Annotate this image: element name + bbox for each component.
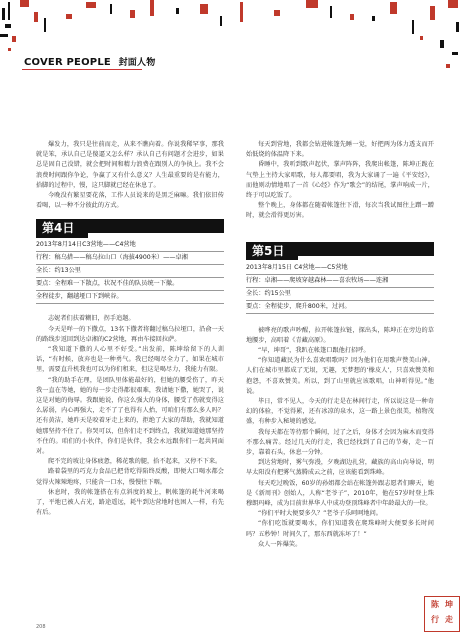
paragraph: “我的助手在理，是团队里体能最好的，但她的腰受伤了，昨天我一直在等她，她的每一步走得都很艰难，我请她下撒，她哭了，说这是对她的侮辱。我跟她说，你这么强大的身体，腰受了伤就变得这么孱弱，内心再强大，走不了了也得有人抬，可咱们有那么多人吗？还有黄洁，她昨天是咬着牙走上来的，拒绝了大家的帮助，我就知道她那坚持不住了。你哭可以，但你们走不到终点，我就知道她那坚持不住的。咱们的小伙伴，你们是伙伴，我会永远跟你们一起共同面对。 <box>36 376 224 456</box>
header-rule <box>22 69 142 70</box>
paragraph: 我每天都在等待那个瞬间，过了之后，身体才会因为麻木而变得不那么痛苦。经过几天的行走，我已经找到了自己的节奏，走一百步，靠着石头，休息一分钟。 <box>246 428 434 457</box>
right-bottom-text <box>246 326 434 550</box>
info-row: 全程徒步，翻越垭口下到峡谷。 <box>36 291 224 304</box>
day5-section <box>246 242 434 314</box>
day5-title: 第5日 <box>246 242 298 260</box>
page-header <box>0 0 464 110</box>
section-title <box>24 55 155 68</box>
info-row: 行程：稿乌措——稿乌拉山口（海拔4900米）——卓湘 <box>36 252 224 265</box>
paragraph: 毕日，常不见人，今天的行走是在林间行走，所以说这是一种奇幻的体验，不觉得累，还有冰凉的泉水，这一路上景色很美，植物茂盛，有种步入秘境的感觉。 <box>246 398 434 426</box>
day5-info <box>246 262 434 314</box>
paragraph: “早，坤哥”，我趴在帐篷口跟他打招呼。 <box>258 347 370 355</box>
paragraph: 被哗亮的歌声吵醒，拉开帐篷拉链，探出头，陈坤正在旁边的草地腰步，高唱着《青藏高原》。 <box>246 326 434 344</box>
left-column <box>36 140 224 518</box>
page-number: 208 <box>36 624 46 630</box>
stamp-char: 行 <box>431 614 439 624</box>
stamp-char: 走 <box>445 614 453 624</box>
info-row: 全长：约15公里 <box>246 288 434 301</box>
paragraph: 休息时，我的帐篷搭在有点斜度的坡上，帆帐篷的耗牛河来喝了，平地已被人占光，路途遥远，耗牛到达营地时也困人一样，有先有后。 <box>36 488 224 517</box>
info-row: 2013年8月14日C3营地——C4营地 <box>36 239 224 252</box>
day4-title-bar <box>36 219 224 236</box>
paragraph: 众人一阵爆笑。 <box>258 540 302 548</box>
left-top-text <box>36 140 224 211</box>
paragraph: “你知道藏民为什么喜欢唱歌吗？因为他们在用歌声赞美山神。人们在城市里都成了无垠，无趣，无梦想的‘橡皮人’，只喜欢赞美和抱怨，不喜欢赞美。所以，到了山里就应该歌唱，山神听得见。”他说。 <box>246 357 434 395</box>
paragraph: “你们吃饭就要喝水，你们知道我在爬珠峰时大便要多长时间吗？五秒钟！时间久了，那东西就冻坏了！” <box>246 520 434 538</box>
paragraph: 整个晚上，身体都在随着帐篷往下滑，每次当我试图往上蹭一蹭时，就会滑得更厉害。 <box>246 202 434 220</box>
paragraph: 到达营地时，雾气弥漫，夕晚湖边扎营，藏族的高山向导说，明早太阳没有把雾气蒸腾成云之前，应该能看到珠峰。 <box>246 459 434 477</box>
paragraph: 志妮者们扶着糊旧，拐手追题。 <box>48 315 135 323</box>
right-column <box>246 140 434 550</box>
seal-stamp <box>424 596 460 632</box>
left-bottom-text <box>36 314 224 518</box>
info-row: 全长：约13公里 <box>36 265 224 278</box>
paragraph: “我知道下撒的人心里不好受。”出发前，陈坤给留下的人训话，“有时候，放弃也是一种勇气。我已经喝尽全力了，如果在城市里，需要直升机我也可以为你们租来，但这是喝尽力，我能力有限。 <box>36 346 224 374</box>
stamp-char: 陈 <box>431 599 439 609</box>
info-row: 2013年8月15日 C4营地——C5营地 <box>246 262 434 275</box>
info-row: 要点：全程徒步，爬升800米，过河。 <box>246 301 434 314</box>
paragraph: “你们平时大便要多久？”老爷子乐呵呵地问。 <box>258 510 382 518</box>
info-row: 行程：卓湘——爬坡穿越森林——喜农牧场——连湘 <box>246 275 434 288</box>
paragraph: 昏睡中，我听到歌声起伏，掌声阵阵，我爬出帐篷，陈坤正跪在气垫上主持大家唱歌，每人都要唱，我为大家诵了一遍《平安经》，而他则动情地唱了一首《心经》作为“歌会”的结尾，掌声响成一片，终于可以吃饭了。 <box>246 161 434 200</box>
paragraph: 每天到营地，我都会钻进帐篷先睡一觉，好把两为体力透支而开始低烧的体温降下来。 <box>246 141 434 159</box>
day4-section <box>36 219 224 304</box>
section-title-en: COVER PEOPLE <box>24 57 111 68</box>
paragraph: 每天吃过晚饭，60岁的孙姐都会站在帐篷外跟志愿者们聊天，她是《新周刊》创始人，人称“老爷子”，2010年，他在57岁时登上珠穆朗玛峰，成为目前世界华人中成功登顶珠峰者中年龄最大的一位。 <box>246 479 434 508</box>
right-top-text <box>246 140 434 222</box>
stamp-char: 坤 <box>445 599 453 609</box>
paragraph: 路着袋里的巧克力食品已把背吃得陷终反酸，即便大口喝水都会觉得火辣辣地疼，只能含一口水，慢慢往下咽。 <box>36 468 224 486</box>
info-row: 要点：全程难一下散点，状况不佳的队员统一下撤。 <box>36 278 224 291</box>
paragraph: 爆发力，我只是往前而走，从来不瞧向着。你说我稀罕事，那我就是笨，承认自己是傻逼又怎么样？承认自己有问题才会进步，如果总是固自己没错，就会把时间和精力浪费在跟别人的争执上。我不会浪费时间跟你争论，争赢了又有什么意义？人生最重要的是有能力，拾脚的过程中，慢，这只脚就已经在休息了。 <box>36 141 224 189</box>
day4-title: 第4日 <box>36 219 88 237</box>
section-title-cn: 封面人物 <box>118 58 156 68</box>
paragraph: 今天是咩一的下撒点，13名下撒者将翻过稿乌拉垭口，沿俞一天的路线步返回到达卓湘的C2营地，再由车接回拉萨。 <box>36 325 224 343</box>
day4-info <box>36 239 224 304</box>
day5-title-bar <box>246 242 434 256</box>
paragraph: 今晚没有繁星要花落，工作人员说来的是黑乏麻嘛。我们依旧传看喝，以一种不分彼此的方式。 <box>36 192 224 210</box>
paragraph: 爬不完的坡让身体疲惫，稀花歌的腿，拾不起来，又停不下来。 <box>48 458 222 466</box>
